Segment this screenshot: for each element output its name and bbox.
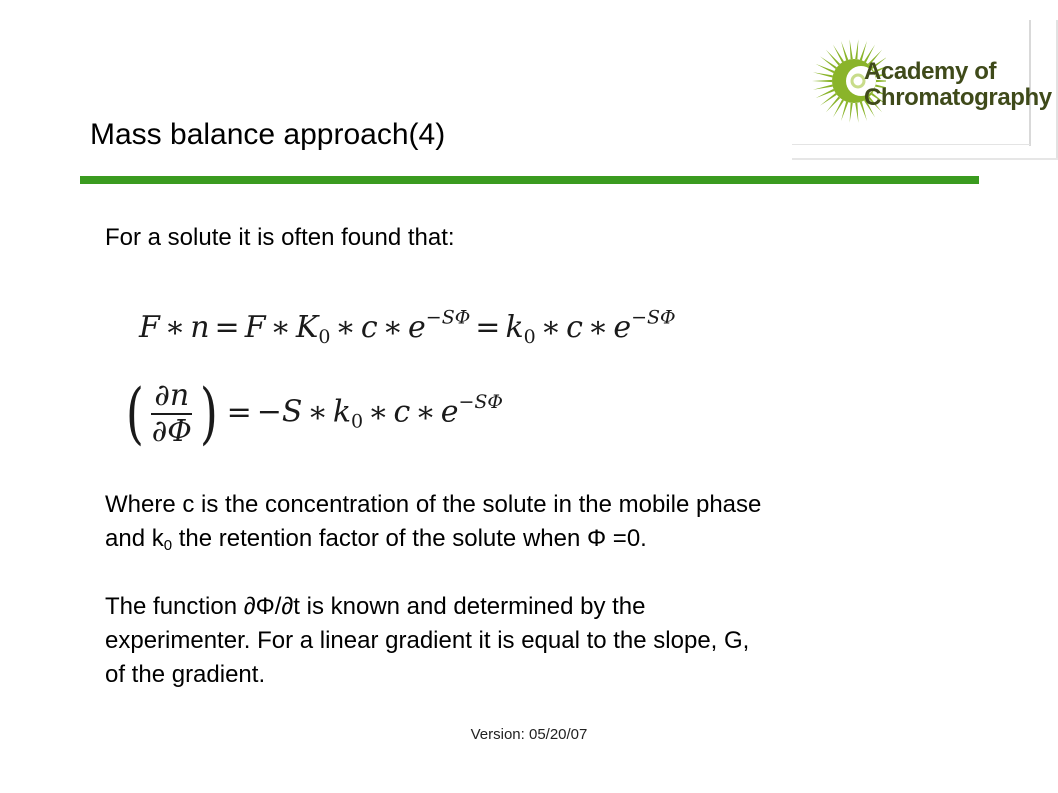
frame-edge	[1029, 20, 1031, 146]
eq1-k-sub: 0	[523, 326, 536, 349]
eq1-k: k	[505, 310, 524, 345]
logo-ray	[850, 39, 853, 59]
eq1-K: K	[295, 310, 319, 345]
eq2-numerator: ∂n	[151, 380, 192, 415]
logo-ray	[826, 97, 840, 113]
logo-ray	[850, 103, 853, 123]
eq1-equals2: =	[475, 310, 501, 345]
paragraph-line: of the gradient.	[105, 661, 266, 688]
logo-ray	[841, 41, 848, 60]
eq2-mul2: ∗	[368, 394, 389, 430]
logo-ray	[855, 39, 858, 59]
eq1-exponent: −SΦ	[425, 306, 471, 329]
eq1-mul: ∗	[164, 310, 186, 345]
logo-text-line1: Academy of	[864, 58, 997, 85]
paragraph-line: experimenter. For a linear gradient it is equal to the slope, G,	[105, 627, 750, 654]
eq2-c: c	[393, 394, 411, 430]
eq1-exponent2: −SΦ	[631, 306, 676, 329]
logo-ray	[841, 102, 848, 121]
eq1-e: e	[408, 310, 426, 345]
version-footer: Version: 05/20/07	[470, 726, 588, 743]
eq2-mul3: ∗	[415, 394, 436, 430]
intro-text: For a solute it is often found that:	[105, 224, 455, 251]
logo-text-line2: Chromatography	[864, 84, 1052, 111]
eq2-k-sub: 0	[351, 410, 364, 433]
eq1-c: c	[360, 310, 378, 345]
paragraph-line: The function ∂Φ/∂t is known and determined by the	[105, 593, 646, 620]
eq1-n: n	[190, 310, 210, 345]
eq2-right-paren: )	[199, 374, 218, 452]
eq2-exponent: −SΦ	[458, 390, 503, 413]
eq1-mul5: ∗	[540, 310, 562, 345]
logo-ray	[812, 80, 832, 82]
frame-edge	[792, 158, 1058, 160]
title-divider	[80, 176, 979, 184]
logo-ray	[813, 72, 833, 77]
eq2-mul: ∗	[307, 394, 328, 430]
eq1-K-sub: 0	[318, 326, 331, 349]
eq2-e: e	[440, 394, 459, 430]
paragraph-text: the retention factor of the solute when Φ =0.	[172, 525, 647, 552]
eq2-left-paren: (	[125, 374, 144, 452]
eq2-equals: =	[226, 394, 252, 430]
eq2-denominator: ∂Φ	[151, 413, 192, 449]
equation-2	[122, 374, 503, 452]
eq1-F2: F	[244, 310, 266, 345]
k-subscript: 0	[163, 536, 173, 554]
eq1-F: F	[139, 310, 160, 345]
eq1-mul4: ∗	[382, 310, 404, 345]
eq1-e2: e	[613, 310, 632, 345]
eq1-c2: c	[566, 310, 583, 345]
eq2-fraction	[149, 380, 195, 447]
paragraph-gradient	[105, 590, 749, 692]
eq2-derivative	[122, 374, 222, 452]
frame-edge	[792, 144, 1030, 145]
eq1-equals: =	[214, 310, 240, 345]
paragraph-definition	[105, 488, 761, 556]
equation-1	[139, 306, 676, 349]
paragraph-line: Where c is the concentration of the solute in the mobile phase	[105, 491, 762, 518]
eq1-mul3: ∗	[335, 310, 356, 345]
eq1-mul6: ∗	[587, 310, 609, 345]
eq2-minus-S: −S	[256, 394, 303, 430]
eq1-mul2: ∗	[270, 310, 291, 345]
slide-title: Mass balance approach(4)	[90, 118, 446, 151]
logo-ray	[813, 84, 833, 89]
logo-ray	[855, 103, 858, 123]
paragraph-text: and k	[105, 525, 164, 552]
logo-ray	[826, 50, 840, 66]
eq2-k: k	[332, 394, 352, 430]
paragraph-line	[105, 522, 761, 556]
